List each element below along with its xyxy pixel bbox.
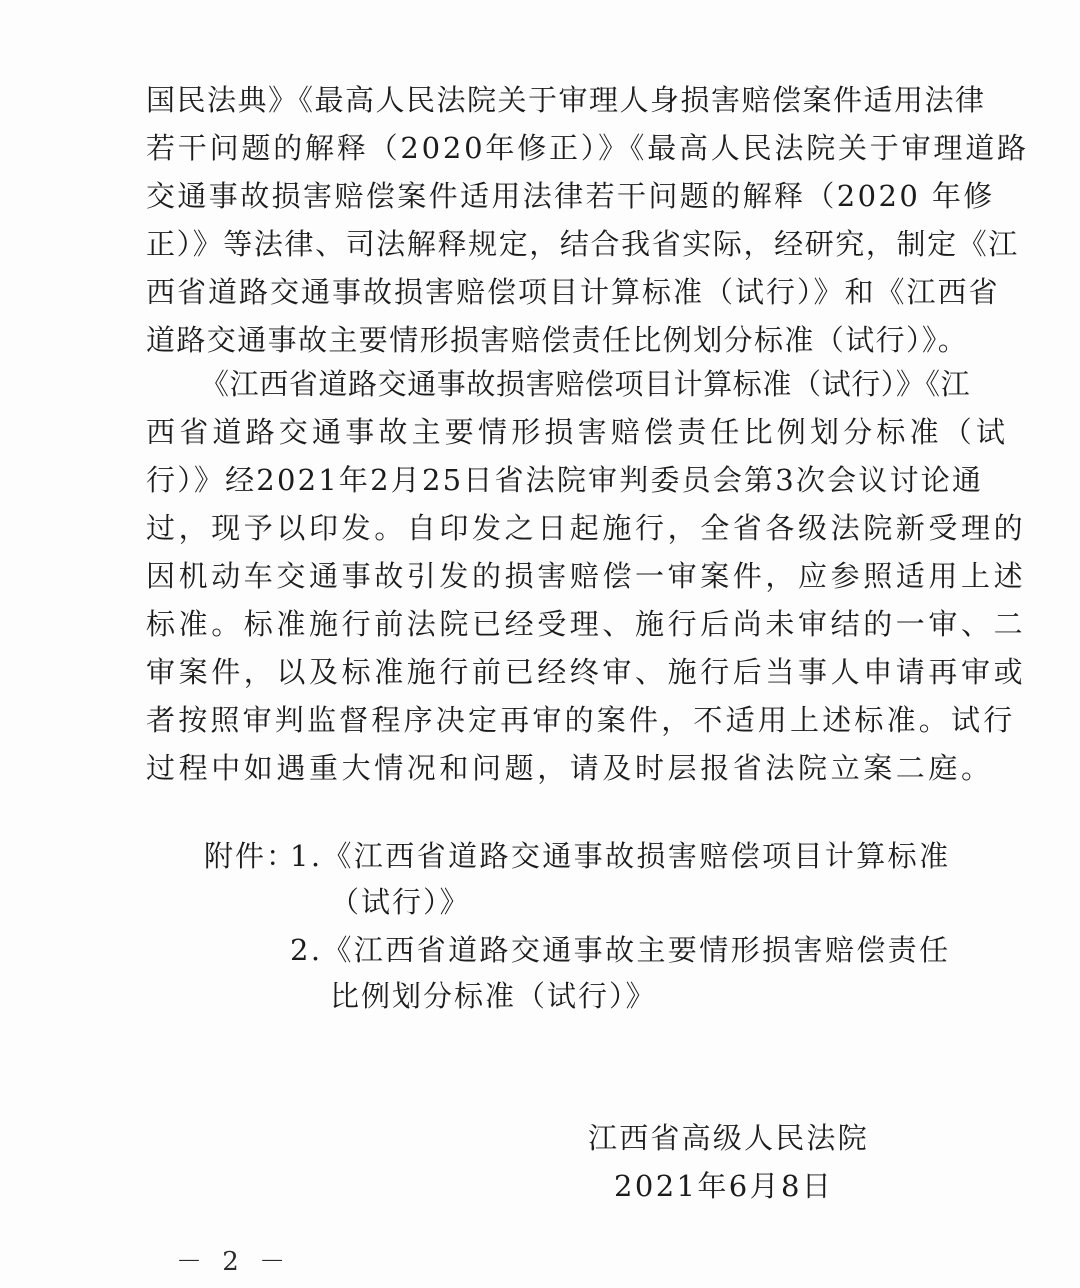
attachment-item-1-continued: （试行）》 [330,885,471,919]
body-line: 道路交通事故主要情形损害赔偿责任比例划分标准（试行）》。 [146,323,969,357]
attachment-item-2-continued: 比例划分标准（试行）》 [330,979,657,1013]
body-line: 国民法典》《最高人民法院关于审理人身损害赔偿案件适用法律 [146,83,986,117]
body-line: 过，现予以印发。自印发之日起施行，全省各级法院新受理的 [146,511,1027,545]
attachments-label: 附件： [204,839,298,873]
attachment-item-2: 2.《江西省道路交通事故主要情形损害赔偿责任 [290,933,951,967]
body-line: 者按照审判监督程序决定再审的案件，不适用上述标准。试行 [146,703,1016,737]
body-line: 交通事故损害赔偿案件适用法律若干问题的解释（2020 年修 [146,179,995,213]
body-line: 西省道路交通事故主要情形损害赔偿责任比例划分标准（试 [146,415,1010,449]
body-line: 审案件，以及标准施行前已经终审、施行后当事人申请再审或 [146,655,1027,689]
body-line: 标准。标准施行前法院已经受理、施行后尚未审结的一审、二 [146,607,1027,641]
body-line: 《江西省道路交通事故损害赔偿项目计算标准（试行）》《江 [200,367,971,401]
body-line: 因机动车交通事故引发的损害赔偿一审案件，应参照适用上述 [146,559,1027,593]
body-line: 若干问题的解释（2020年修正）》《最高人民法院关于审理道路 [146,131,1029,165]
body-line: 行）》经2021年2月25日省法院审判委员会第3次会议讨论通 [146,463,984,497]
body-line: 过程中如遇重大情况和问题，请及时层报省法院立案二庭。 [146,751,994,785]
attachment-item-1: 1.《江西省道路交通事故损害赔偿项目计算标准 [290,839,951,873]
signature-organization: 江西省高级人民法院 [588,1121,869,1155]
signature-date: 2021年6月8日 [614,1169,834,1203]
page-number: － 2 － [176,1247,292,1277]
body-line: 西省道路交通事故损害赔偿项目计算标准（试行）》和《江西省 [146,275,1000,309]
body-line: 正）》等法律、司法解释规定，结合我省实际，经研究，制定《江 [146,227,1019,261]
